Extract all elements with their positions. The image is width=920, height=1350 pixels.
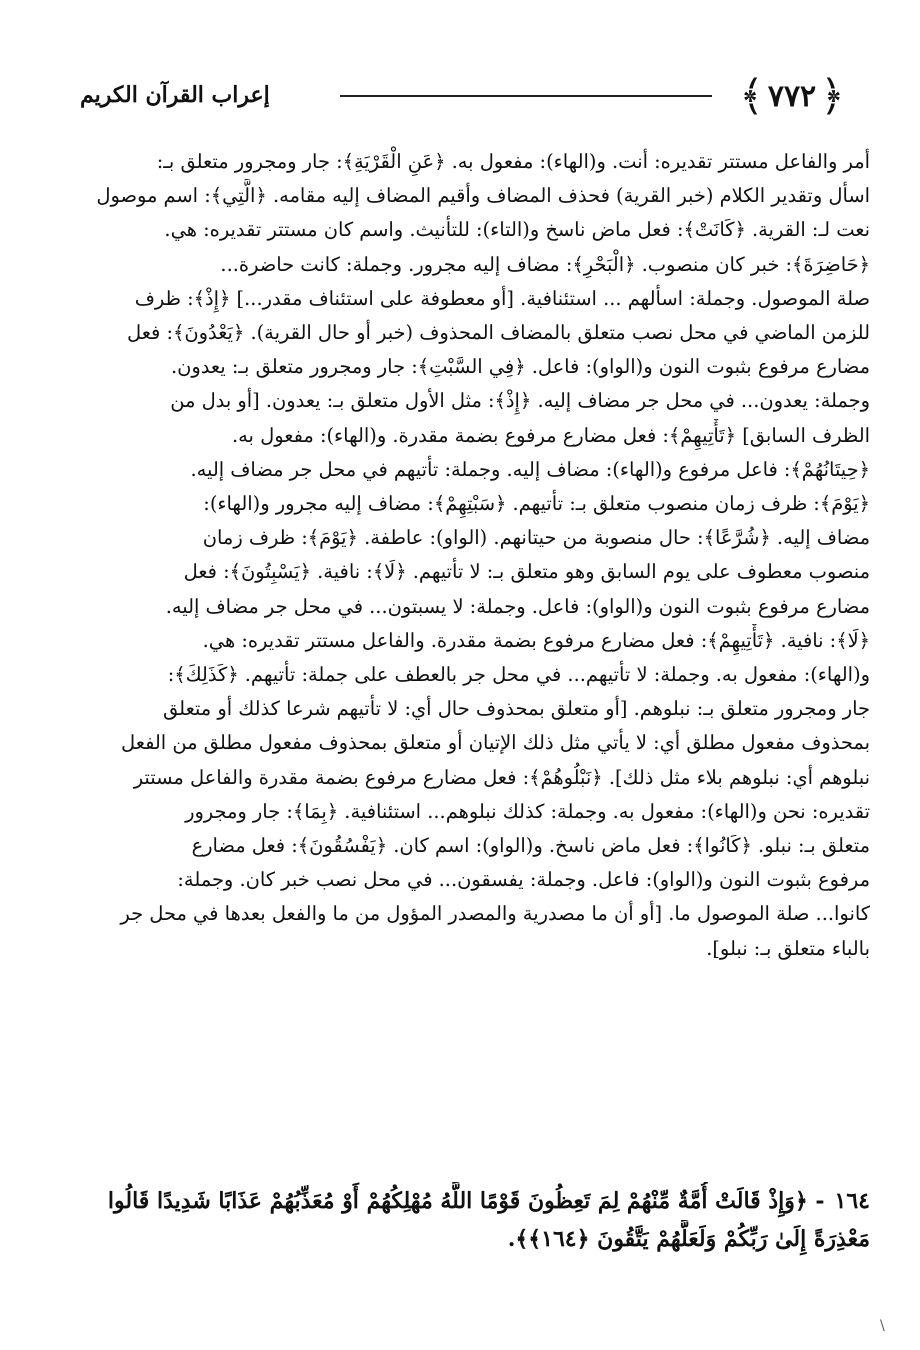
scan-mark: \ bbox=[880, 1318, 885, 1334]
text-line: بمحذوف مفعول مطلق أي: لا يأتي مثل ذلك الإتيان أو متعلق بمحذوف مفعول مطلق من الفعل bbox=[121, 731, 870, 755]
text-line: كانوا... صلة الموصول ما. [أو أن ما مصدرية والمصدر المؤول من ما والفعل بعدها في محل جر bbox=[120, 902, 870, 926]
verse-number: ١٦٤ bbox=[834, 1188, 870, 1214]
text-line: بالباء متعلق بـ: نبلو]. bbox=[706, 936, 870, 960]
verse-line-2: مَعْذِرَةً إِلَىٰ رَبِّكُمْ وَلَعَلَّهُمْ يَتَّقُونَ ﴿١٦٤﴾﴾. bbox=[507, 1226, 870, 1252]
text-line: مضارع مرفوع بثبوت النون و(الواو): فاعل. ﴿فِي السَّبْتِ﴾: جار ومجرور متعلق بـ: يعدون. bbox=[170, 355, 870, 379]
text-line: ﴿لَا﴾: نافية. ﴿تَأْتِيهِمْ﴾: فعل مضارع مرفوع بضمة مقدرة. والفاعل مستتر تقديره: هي. bbox=[202, 628, 870, 652]
verse-text-1: - ﴿وَإِذْ قَالَتْ أُمَّةٌ مِّنْهُمْ لِمَ تَعِظُونَ قَوْمًا اللَّهُ مُهْلِكُهُمْ أَوْ مُعَذِّبُهُمْ عَذَابًا شَدِيدًا قَالُوا bbox=[107, 1188, 825, 1214]
verse-line-1 bbox=[70, 1182, 870, 1220]
text-line: نعت لـ: القرية. ﴿كَانَتْ﴾: فعل ماض ناسخ و(التاء): للتأنيث. واسم كان مستتر تقديره: هي. bbox=[164, 218, 870, 242]
text-line: للزمن الماضي في محل نصب متعلق بالمضاف المحذوف (خبر أو حال القرية). ﴿يَعْدُونَ﴾: فعل bbox=[127, 321, 870, 345]
header-rule bbox=[340, 95, 712, 97]
text-line: ﴿يَوْمَ﴾: ظرف زمان منصوب متعلق بـ: تأتيهم. ﴿سَبْتِهِمْ﴾: مضاف إليه مجرور و(الهاء): bbox=[203, 492, 870, 516]
body-text bbox=[70, 145, 870, 966]
text-line: وجملة: يعدون... في محل جر مضاف إليه. ﴿إِذْ﴾: مثل الأول متعلق بـ: يعدون. [أو بدل من bbox=[170, 389, 870, 413]
text-line: ﴿حَاضِرَةَ﴾: خبر كان منصوب. ﴿الْبَحْرِ﴾: مضاف إليه مجرور. وجملة: كانت حاضرة... bbox=[220, 252, 870, 276]
page-number-brace-right: ﴿ bbox=[820, 71, 845, 120]
page-number bbox=[732, 72, 852, 120]
text-line: جار ومجرور متعلق بـ: نبلوهم. [أو متعلق بمحذوف حال أي: لا تأتيهم شرعا كذلك أو متعلق bbox=[162, 697, 870, 721]
text-line: الظرف السابق] ﴿تَأْتِيهِمْ﴾: فعل مضارع مرفوع بضمة مقدرة. و(الهاء): مفعول به. bbox=[232, 423, 870, 447]
text-line: مضارع مرفوع بثبوت النون و(الواو): فاعل. وجملة: لا يسبتون... في محل جر مضاف إليه. bbox=[165, 594, 870, 618]
text-line: اسأل وتقدير الكلام (خبر القرية) فحذف المضاف وأقيم المضاف إليه مقامه. ﴿الَّتِي﴾: اسم موصول bbox=[96, 184, 870, 208]
page-number-brace-left: ﴾ bbox=[739, 71, 764, 120]
text-line: متعلق بـ: نبلو. ﴿كَانُوا﴾: فعل ماض ناسخ. و(الواو): اسم كان. ﴿يَفْسُقُونَ﴾: فعل مضارع bbox=[191, 834, 870, 858]
text-line: مرفوع بثبوت النون و(الواو): فاعل. وجملة: يفسقون... في محل نصب خبر كان. وجملة: bbox=[177, 868, 870, 892]
text-line: تقديره: نحن و(الهاء): مفعول به. وجملة: كذلك نبلوهم... استئنافية. ﴿بِمَا﴾: جار ومجرور bbox=[185, 799, 870, 823]
text-line: ﴿حِيتَانُهُمْ﴾: فاعل مرفوع و(الهاء): مضاف إليه. وجملة: تأتيهم في محل جر مضاف إليه. bbox=[190, 457, 870, 481]
verse-block bbox=[70, 1182, 870, 1258]
book-title: إعراب القرآن الكريم bbox=[80, 82, 270, 108]
text-line: أمر والفاعل مستتر تقديره: أنت. و(الهاء): مفعول به. ﴿عَنِ الْقَرْيَةِ﴾: جار ومجرور متعلق بـ: bbox=[156, 150, 870, 173]
text-line: صلة الموصول. وجملة: اسألهم ... استئنافية. [أو معطوفة على استئناف مقدر...] ﴿إِذْ﴾: ظرف bbox=[134, 286, 870, 310]
text-line: مضاف إليه. ﴿شُرَّعًا﴾: حال منصوبة من حيتانهم. (الواو): عاطفة. ﴿يَوْمَ﴾: ظرف زمان bbox=[202, 526, 870, 550]
page-number-value: ٧٧٢ bbox=[767, 78, 817, 114]
text-line: و(الهاء): مفعول به. وجملة: لا تأتيهم... في محل جر بالعطف على جملة: تأتيهم. ﴿كَذَلِكَ﴾: bbox=[167, 663, 870, 687]
text-line: منصوب معطوف على يوم السابق وهو متعلق بـ: لا تأتيهم. ﴿لَا﴾: نافية. ﴿يَسْبِتُونَ﴾: فعل bbox=[183, 560, 870, 584]
text-line: نبلوهم أي: نبلوهم بلاء مثل ذلك]. ﴿نَبْلُوهُمْ﴾: فعل مضارع مرفوع بضمة مقدرة والفاعل مستتر bbox=[133, 765, 870, 789]
